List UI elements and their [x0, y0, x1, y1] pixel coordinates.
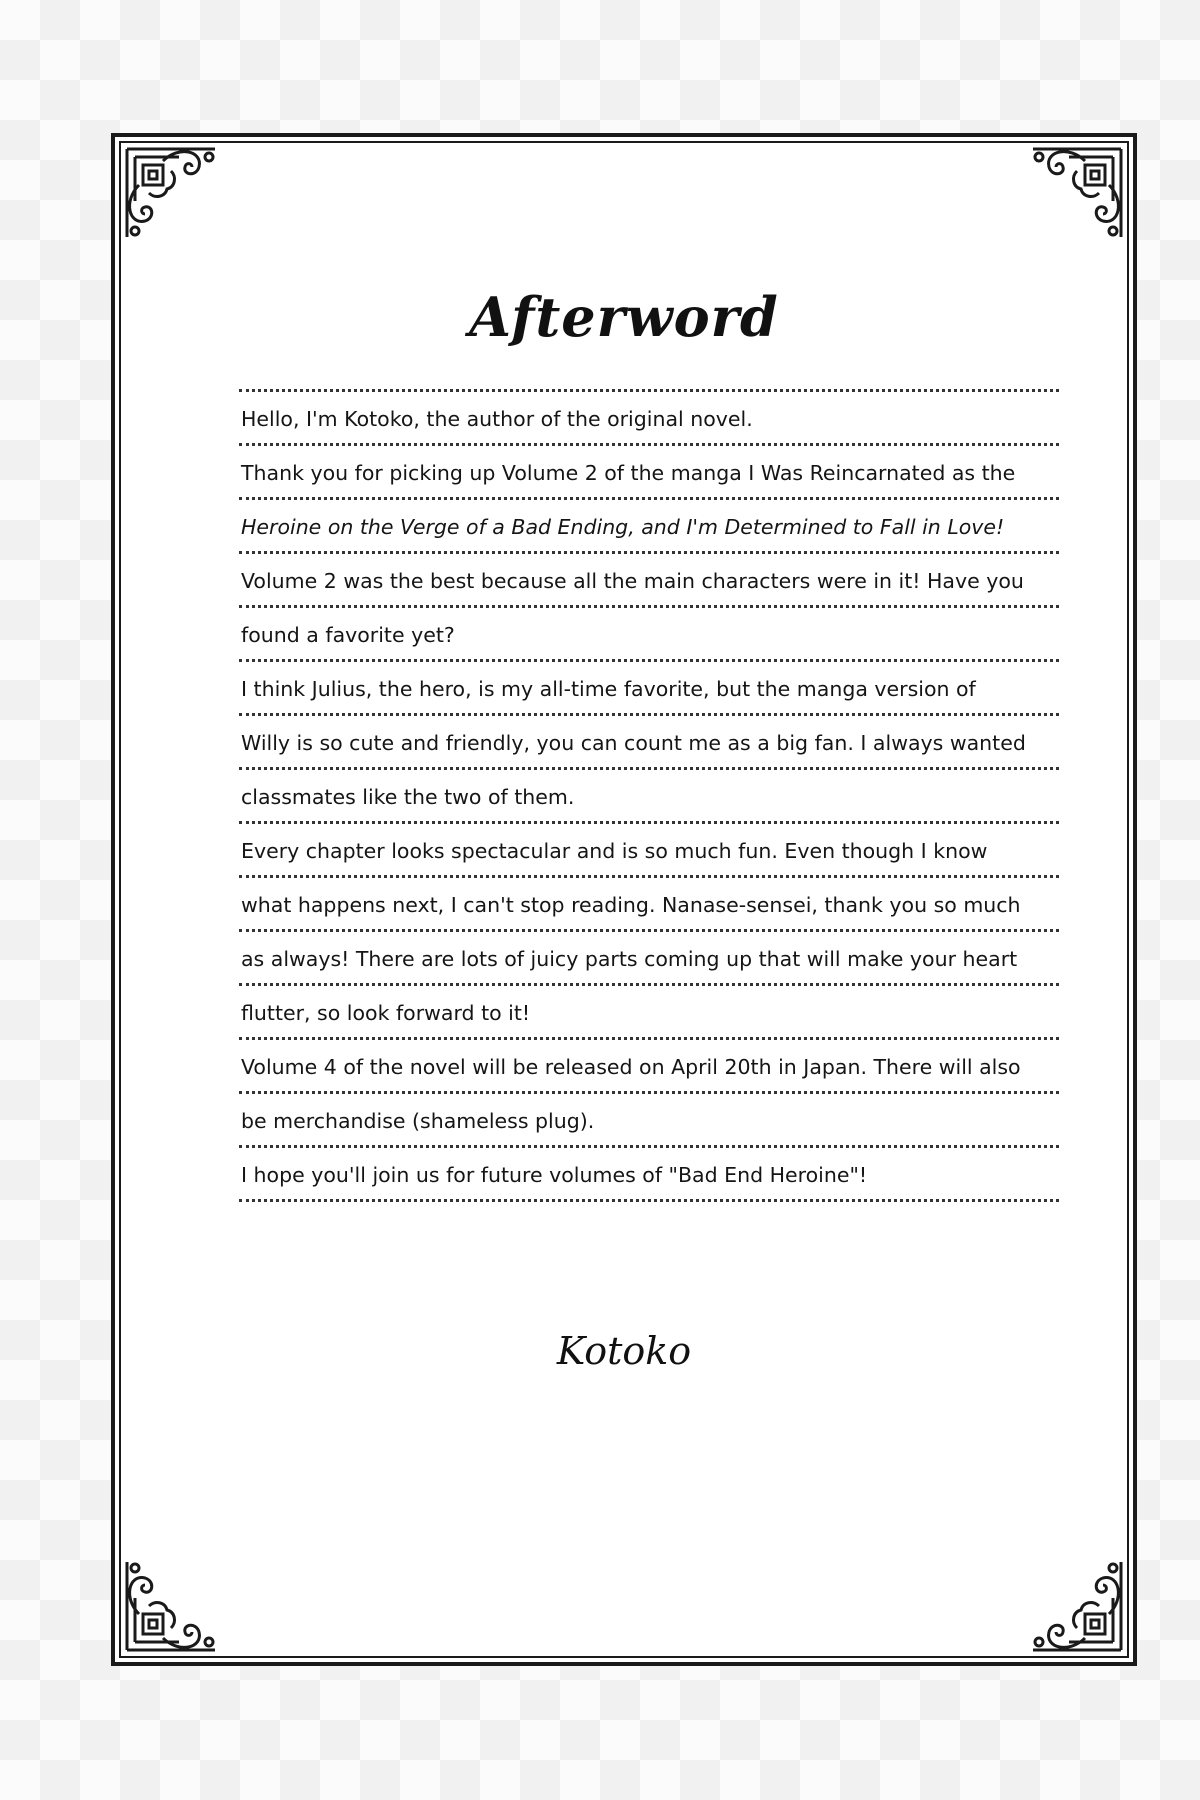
ornamental-corner-bottom-right-icon [1025, 1554, 1129, 1658]
text-line: Thank you for picking up Volume 2 of the manga I Was Reincarnated as the [239, 446, 1059, 500]
text-line: I hope you'll join us for future volumes of "Bad End Heroine"! [239, 1148, 1059, 1202]
text-line: found a favorite yet? [239, 608, 1059, 662]
page-title: Afterword [469, 285, 779, 349]
text-line: Volume 4 of the novel will be released on April 20th in Japan. There will also [239, 1040, 1059, 1094]
text-line: classmates like the two of them. [239, 770, 1059, 824]
text-line: Heroine on the Verge of a Bad Ending, and I'm Determined to Fall in Love! [239, 500, 1059, 554]
afterword-frame [111, 133, 1137, 1666]
author-signature: Kotoko [556, 1329, 692, 1373]
text-line: what happens next, I can't stop reading. Nanase-sensei, thank you so much [239, 878, 1059, 932]
text-line: as always! There are lots of juicy parts coming up that will make your heart [239, 932, 1059, 986]
ornamental-corner-top-left-icon [119, 141, 223, 245]
afterword-body [239, 389, 1059, 1202]
text-line: flutter, so look forward to it! [239, 986, 1059, 1040]
text-line: I think Julius, the hero, is my all-time favorite, but the manga version of [239, 662, 1059, 716]
text-line: be merchandise (shameless plug). [239, 1094, 1059, 1148]
text-line: Willy is so cute and friendly, you can count me as a big fan. I always wanted [239, 716, 1059, 770]
text-line: Hello, I'm Kotoko, the author of the original novel. [239, 392, 1059, 446]
ornamental-corner-top-right-icon [1025, 141, 1129, 245]
ornamental-corner-bottom-left-icon [119, 1554, 223, 1658]
text-line: Every chapter looks spectacular and is so much fun. Even though I know [239, 824, 1059, 878]
text-line: Volume 2 was the best because all the main characters were in it! Have you [239, 554, 1059, 608]
